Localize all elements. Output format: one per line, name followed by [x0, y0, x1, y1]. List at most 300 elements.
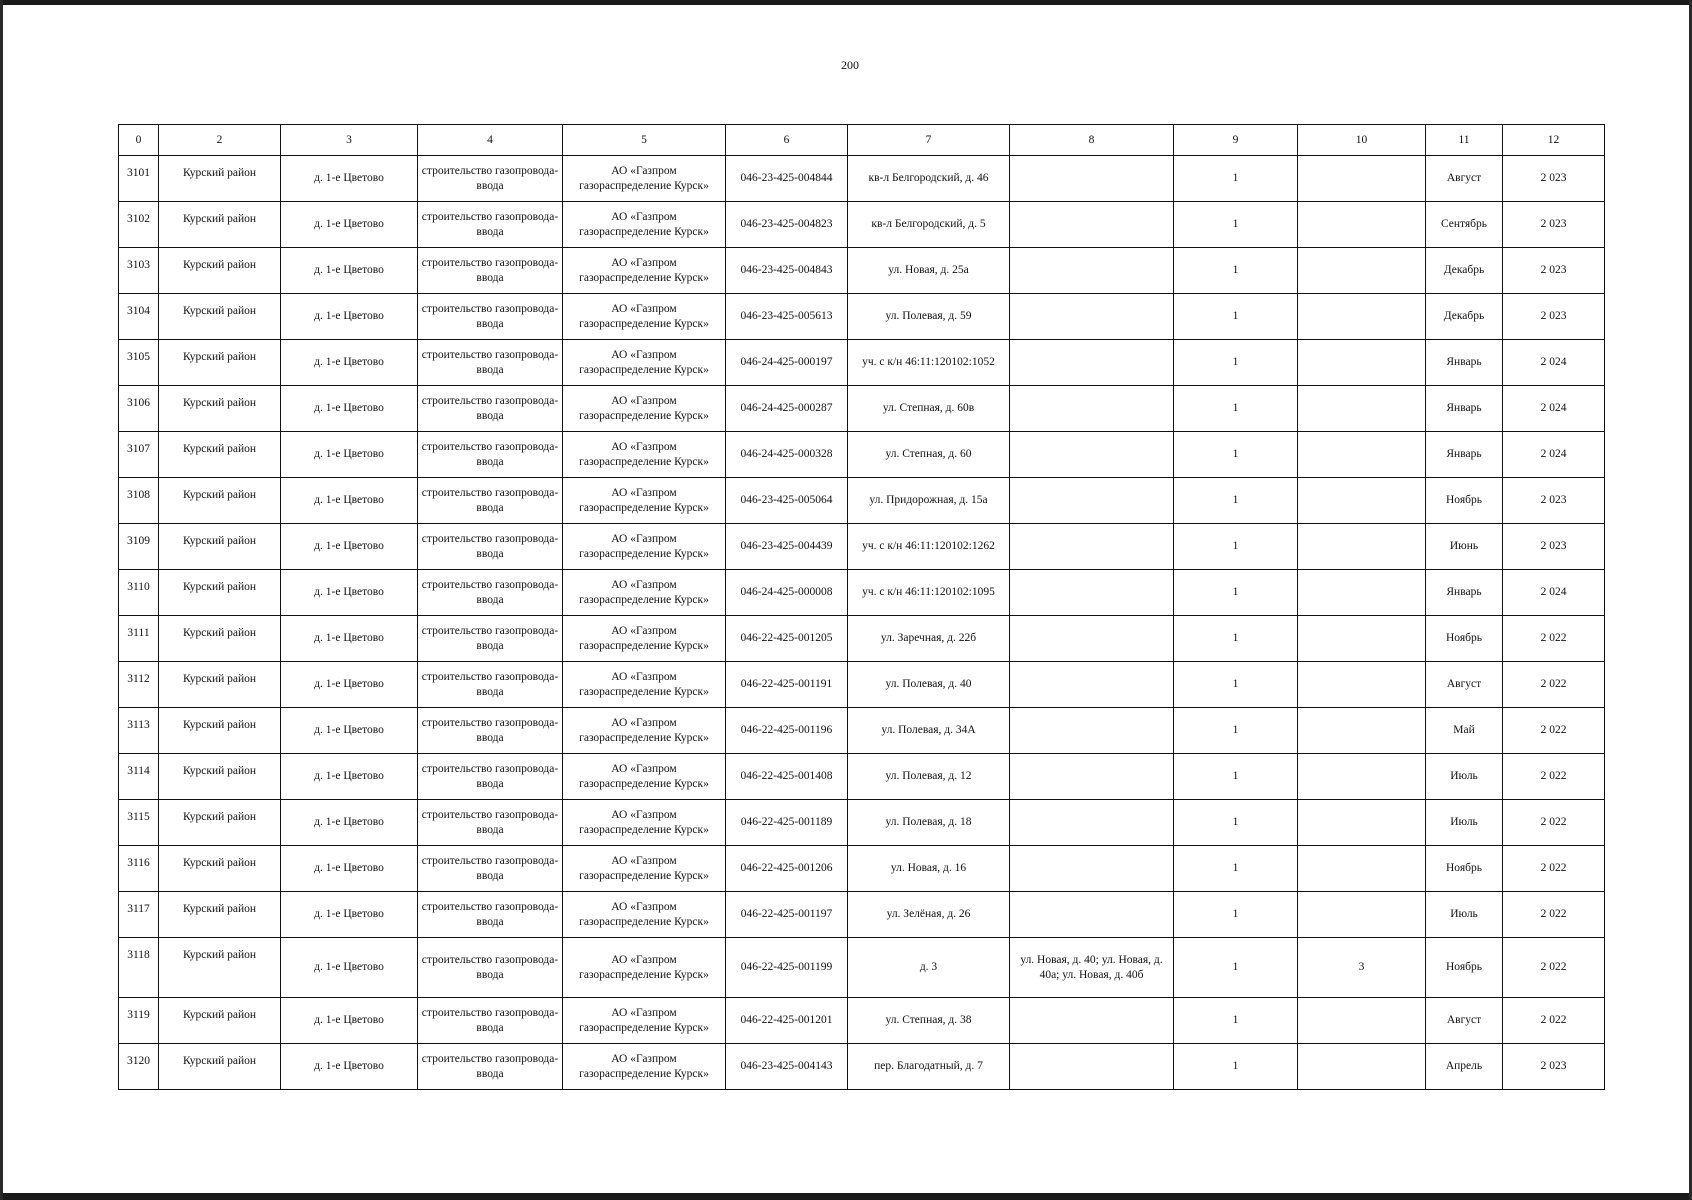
cell-work-type: строительство газопровода-ввода	[418, 708, 563, 754]
cell-settlement: д. 1-е Цветово	[281, 432, 418, 478]
cell-extra-addresses	[1010, 708, 1174, 754]
cell-month: Январь	[1426, 340, 1503, 386]
cell-month: Август	[1426, 156, 1503, 202]
cell-application-number: 046-22-425-001408	[726, 754, 848, 800]
organization-line-2: газораспределение Курск»	[579, 501, 709, 514]
cell-year: 2 024	[1503, 432, 1605, 478]
cell-extra-count	[1298, 1044, 1426, 1090]
cell-year: 2 022	[1503, 938, 1605, 998]
cell-count: 1	[1174, 616, 1298, 662]
cell-year: 2 022	[1503, 800, 1605, 846]
cell-organization	[563, 708, 726, 754]
cell-address: ул. Полевая, д. 12	[848, 754, 1010, 800]
cell-count: 1	[1174, 156, 1298, 202]
organization-line-2: газораспределение Курск»	[579, 731, 709, 744]
cell-application-number: 046-22-425-001205	[726, 616, 848, 662]
cell-address: уч. с к/н 46:11:120102:1052	[848, 340, 1010, 386]
cell-application-number: 046-23-425-004439	[726, 524, 848, 570]
cell-month: Июль	[1426, 754, 1503, 800]
organization-line-2: газораспределение Курск»	[579, 593, 709, 606]
cell-extra-count	[1298, 662, 1426, 708]
cell-application-number: 046-22-425-001189	[726, 800, 848, 846]
header-col-8: 8	[1010, 125, 1174, 156]
cell-extra-count	[1298, 202, 1426, 248]
cell-extra-count: 3	[1298, 938, 1426, 998]
cell-organization	[563, 938, 726, 998]
cell-extra-addresses	[1010, 998, 1174, 1044]
cell-work-type: строительство газопровода-ввода	[418, 1044, 563, 1090]
organization-line-2: газораспределение Курск»	[579, 363, 709, 376]
cell-number: 3114	[119, 754, 159, 800]
header-col-5: 5	[563, 125, 726, 156]
cell-address: пер. Благодатный, д. 7	[848, 1044, 1010, 1090]
organization-line-1: АО «Газпром	[611, 440, 677, 453]
table-row	[119, 754, 1605, 800]
organization-line-1: АО «Газпром	[611, 854, 677, 867]
organization-line-2: газораспределение Курск»	[579, 455, 709, 468]
cell-count: 1	[1174, 800, 1298, 846]
cell-settlement: д. 1-е Цветово	[281, 616, 418, 662]
cell-month: Апрель	[1426, 1044, 1503, 1090]
cell-application-number: 046-23-425-004843	[726, 248, 848, 294]
cell-application-number: 046-22-425-001199	[726, 938, 848, 998]
cell-organization	[563, 892, 726, 938]
cell-year: 2 024	[1503, 340, 1605, 386]
cell-work-type: строительство газопровода-ввода	[418, 386, 563, 432]
cell-count: 1	[1174, 998, 1298, 1044]
cell-extra-addresses	[1010, 892, 1174, 938]
cell-number: 3111	[119, 616, 159, 662]
header-col-10: 10	[1298, 125, 1426, 156]
cell-district: Курский район	[159, 340, 281, 386]
cell-district: Курский район	[159, 1044, 281, 1090]
cell-settlement: д. 1-е Цветово	[281, 800, 418, 846]
cell-organization	[563, 998, 726, 1044]
cell-month: Август	[1426, 998, 1503, 1044]
organization-line-2: газораспределение Курск»	[579, 1067, 709, 1080]
cell-extra-addresses	[1010, 754, 1174, 800]
cell-extra-addresses	[1010, 156, 1174, 202]
cell-address: ул. Полевая, д. 59	[848, 294, 1010, 340]
cell-number: 3113	[119, 708, 159, 754]
cell-district: Курский район	[159, 754, 281, 800]
cell-application-number: 046-22-425-001197	[726, 892, 848, 938]
organization-line-2: газораспределение Курск»	[579, 777, 709, 790]
cell-district: Курский район	[159, 248, 281, 294]
cell-work-type: строительство газопровода-ввода	[418, 570, 563, 616]
cell-address: ул. Заречная, д. 22б	[848, 616, 1010, 662]
cell-address: ул. Степная, д. 60	[848, 432, 1010, 478]
cell-settlement: д. 1-е Цветово	[281, 386, 418, 432]
cell-organization	[563, 800, 726, 846]
cell-year: 2 023	[1503, 524, 1605, 570]
cell-district: Курский район	[159, 570, 281, 616]
header-col-9: 9	[1174, 125, 1298, 156]
cell-year: 2 024	[1503, 386, 1605, 432]
cell-year: 2 023	[1503, 1044, 1605, 1090]
organization-line-1: АО «Газпром	[611, 164, 677, 177]
cell-year: 2 024	[1503, 570, 1605, 616]
cell-year: 2 022	[1503, 846, 1605, 892]
cell-work-type: строительство газопровода-ввода	[418, 156, 563, 202]
organization-line-1: АО «Газпром	[611, 953, 677, 966]
cell-settlement: д. 1-е Цветово	[281, 1044, 418, 1090]
cell-organization	[563, 248, 726, 294]
cell-settlement: д. 1-е Цветово	[281, 754, 418, 800]
table-row	[119, 340, 1605, 386]
cell-organization	[563, 202, 726, 248]
cell-extra-addresses	[1010, 248, 1174, 294]
cell-month: Ноябрь	[1426, 938, 1503, 998]
organization-line-1: АО «Газпром	[611, 808, 677, 821]
cell-settlement: д. 1-е Цветово	[281, 294, 418, 340]
cell-count: 1	[1174, 294, 1298, 340]
header-row	[119, 125, 1605, 156]
cell-number: 3115	[119, 800, 159, 846]
cell-number: 3102	[119, 202, 159, 248]
cell-application-number: 046-24-425-000328	[726, 432, 848, 478]
page-number: 200	[841, 58, 859, 72]
cell-count: 1	[1174, 570, 1298, 616]
cell-number: 3108	[119, 478, 159, 524]
header-col-7: 7	[848, 125, 1010, 156]
cell-application-number: 046-23-425-004143	[726, 1044, 848, 1090]
scan-edge-left	[0, 0, 3, 1200]
cell-address: кв-л Белгородский, д. 46	[848, 156, 1010, 202]
cell-month: Ноябрь	[1426, 478, 1503, 524]
cell-organization	[563, 754, 726, 800]
organization-line-1: АО «Газпром	[611, 670, 677, 683]
cell-month: Май	[1426, 708, 1503, 754]
table-row	[119, 616, 1605, 662]
organization-line-1: АО «Газпром	[611, 716, 677, 729]
cell-number: 3109	[119, 524, 159, 570]
cell-district: Курский район	[159, 478, 281, 524]
cell-application-number: 046-23-425-004844	[726, 156, 848, 202]
cell-number: 3105	[119, 340, 159, 386]
table-row	[119, 386, 1605, 432]
cell-year: 2 023	[1503, 156, 1605, 202]
cell-count: 1	[1174, 386, 1298, 432]
cell-month: Декабрь	[1426, 248, 1503, 294]
cell-work-type: строительство газопровода-ввода	[418, 754, 563, 800]
cell-year: 2 023	[1503, 478, 1605, 524]
cell-organization	[563, 662, 726, 708]
cell-district: Курский район	[159, 892, 281, 938]
organization-line-2: газораспределение Курск»	[579, 1021, 709, 1034]
cell-extra-count	[1298, 998, 1426, 1044]
cell-extra-addresses	[1010, 616, 1174, 662]
cell-month: Январь	[1426, 432, 1503, 478]
cell-district: Курский район	[159, 938, 281, 998]
cell-year: 2 023	[1503, 248, 1605, 294]
organization-line-1: АО «Газпром	[611, 578, 677, 591]
table-row	[119, 708, 1605, 754]
cell-month: Июль	[1426, 800, 1503, 846]
table-row	[119, 202, 1605, 248]
cell-work-type: строительство газопровода-ввода	[418, 846, 563, 892]
cell-count: 1	[1174, 662, 1298, 708]
scan-edge-bottom	[0, 1193, 1692, 1200]
cell-organization	[563, 156, 726, 202]
cell-settlement: д. 1-е Цветово	[281, 524, 418, 570]
cell-district: Курский район	[159, 708, 281, 754]
cell-organization	[563, 386, 726, 432]
cell-application-number: 046-22-425-001196	[726, 708, 848, 754]
cell-extra-addresses	[1010, 524, 1174, 570]
cell-number: 3117	[119, 892, 159, 938]
cell-number: 3101	[119, 156, 159, 202]
header-col-11: 11	[1426, 125, 1503, 156]
organization-line-1: АО «Газпром	[611, 302, 677, 315]
cell-application-number: 046-23-425-004823	[726, 202, 848, 248]
table-row	[119, 570, 1605, 616]
cell-settlement: д. 1-е Цветово	[281, 570, 418, 616]
organization-line-2: газораспределение Курск»	[579, 869, 709, 882]
cell-extra-count	[1298, 340, 1426, 386]
cell-extra-count	[1298, 892, 1426, 938]
cell-organization	[563, 1044, 726, 1090]
cell-month: Август	[1426, 662, 1503, 708]
cell-work-type: строительство газопровода-ввода	[418, 432, 563, 478]
cell-district: Курский район	[159, 202, 281, 248]
organization-line-1: АО «Газпром	[611, 900, 677, 913]
table-row	[119, 998, 1605, 1044]
cell-organization	[563, 570, 726, 616]
table-row	[119, 248, 1605, 294]
table-row	[119, 156, 1605, 202]
cell-number: 3116	[119, 846, 159, 892]
cell-extra-count	[1298, 248, 1426, 294]
cell-year: 2 022	[1503, 662, 1605, 708]
table-row	[119, 662, 1605, 708]
table-row	[119, 478, 1605, 524]
cell-extra-addresses	[1010, 432, 1174, 478]
cell-extra-count	[1298, 616, 1426, 662]
cell-extra-addresses	[1010, 570, 1174, 616]
cell-settlement: д. 1-е Цветово	[281, 892, 418, 938]
organization-line-2: газораспределение Курск»	[579, 968, 709, 981]
cell-district: Курский район	[159, 294, 281, 340]
table-row	[119, 294, 1605, 340]
cell-year: 2 023	[1503, 202, 1605, 248]
organization-line-1: АО «Газпром	[611, 532, 677, 545]
cell-work-type: строительство газопровода-ввода	[418, 998, 563, 1044]
organization-line-2: газораспределение Курск»	[579, 639, 709, 652]
cell-district: Курский район	[159, 524, 281, 570]
cell-settlement: д. 1-е Цветово	[281, 846, 418, 892]
cell-work-type: строительство газопровода-ввода	[418, 892, 563, 938]
cell-year: 2 022	[1503, 708, 1605, 754]
organization-line-1: АО «Газпром	[611, 624, 677, 637]
cell-district: Курский район	[159, 998, 281, 1044]
cell-organization	[563, 432, 726, 478]
cell-extra-addresses	[1010, 846, 1174, 892]
organization-line-2: газораспределение Курск»	[579, 915, 709, 928]
cell-count: 1	[1174, 202, 1298, 248]
cell-count: 1	[1174, 524, 1298, 570]
cell-work-type: строительство газопровода-ввода	[418, 524, 563, 570]
cell-extra-addresses	[1010, 478, 1174, 524]
cell-work-type: строительство газопровода-ввода	[418, 248, 563, 294]
cell-application-number: 046-22-425-001206	[726, 846, 848, 892]
cell-settlement: д. 1-е Цветово	[281, 156, 418, 202]
cell-address: уч. с к/н 46:11:120102:1262	[848, 524, 1010, 570]
cell-count: 1	[1174, 938, 1298, 998]
cell-address: ул. Зелёная, д. 26	[848, 892, 1010, 938]
cell-month: Сентябрь	[1426, 202, 1503, 248]
cell-address: ул. Полевая, д. 40	[848, 662, 1010, 708]
cell-work-type: строительство газопровода-ввода	[418, 340, 563, 386]
cell-address: ул. Новая, д. 16	[848, 846, 1010, 892]
cell-number: 3112	[119, 662, 159, 708]
cell-work-type: строительство газопровода-ввода	[418, 800, 563, 846]
cell-district: Курский район	[159, 800, 281, 846]
cell-district: Курский район	[159, 386, 281, 432]
register-table	[118, 124, 1605, 1090]
cell-address: ул. Степная, д. 38	[848, 998, 1010, 1044]
organization-line-1: АО «Газпром	[611, 486, 677, 499]
organization-line-2: газораспределение Курск»	[579, 179, 709, 192]
cell-year: 2 022	[1503, 616, 1605, 662]
table-row	[119, 1044, 1605, 1090]
cell-application-number: 046-24-425-000197	[726, 340, 848, 386]
header-col-12: 12	[1503, 125, 1605, 156]
cell-extra-addresses: ул. Новая, д. 40; ул. Новая, д. 40а; ул. Новая, д. 40б	[1010, 938, 1174, 998]
cell-extra-count	[1298, 754, 1426, 800]
cell-count: 1	[1174, 248, 1298, 294]
table-body	[119, 156, 1605, 1090]
table-row	[119, 892, 1605, 938]
cell-settlement: д. 1-е Цветово	[281, 248, 418, 294]
cell-extra-addresses	[1010, 662, 1174, 708]
cell-extra-count	[1298, 156, 1426, 202]
cell-district: Курский район	[159, 156, 281, 202]
cell-month: Январь	[1426, 570, 1503, 616]
cell-count: 1	[1174, 754, 1298, 800]
cell-district: Курский район	[159, 432, 281, 478]
cell-settlement: д. 1-е Цветово	[281, 938, 418, 998]
cell-number: 3106	[119, 386, 159, 432]
cell-year: 2 022	[1503, 754, 1605, 800]
organization-line-1: АО «Газпром	[611, 1006, 677, 1019]
organization-line-1: АО «Газпром	[611, 762, 677, 775]
cell-number: 3120	[119, 1044, 159, 1090]
cell-extra-count	[1298, 386, 1426, 432]
cell-district: Курский район	[159, 662, 281, 708]
cell-extra-addresses	[1010, 386, 1174, 432]
cell-number: 3103	[119, 248, 159, 294]
cell-settlement: д. 1-е Цветово	[281, 998, 418, 1044]
cell-count: 1	[1174, 1044, 1298, 1090]
organization-line-2: газораспределение Курск»	[579, 685, 709, 698]
cell-work-type: строительство газопровода-ввода	[418, 616, 563, 662]
cell-extra-addresses	[1010, 340, 1174, 386]
organization-line-2: газораспределение Курск»	[579, 317, 709, 330]
organization-line-2: газораспределение Курск»	[579, 271, 709, 284]
cell-year: 2 023	[1503, 294, 1605, 340]
cell-settlement: д. 1-е Цветово	[281, 340, 418, 386]
cell-application-number: 046-24-425-000287	[726, 386, 848, 432]
organization-line-2: газораспределение Курск»	[579, 225, 709, 238]
cell-work-type: строительство газопровода-ввода	[418, 294, 563, 340]
cell-count: 1	[1174, 478, 1298, 524]
cell-work-type: строительство газопровода-ввода	[418, 662, 563, 708]
cell-work-type: строительство газопровода-ввода	[418, 938, 563, 998]
cell-extra-count	[1298, 800, 1426, 846]
cell-count: 1	[1174, 432, 1298, 478]
cell-month: Январь	[1426, 386, 1503, 432]
cell-count: 1	[1174, 340, 1298, 386]
cell-application-number: 046-22-425-001191	[726, 662, 848, 708]
cell-address: уч. с к/н 46:11:120102:1095	[848, 570, 1010, 616]
cell-application-number: 046-24-425-000008	[726, 570, 848, 616]
cell-application-number: 046-23-425-005613	[726, 294, 848, 340]
cell-number: 3119	[119, 998, 159, 1044]
cell-extra-count	[1298, 294, 1426, 340]
cell-address: ул. Полевая, д. 34А	[848, 708, 1010, 754]
cell-extra-addresses	[1010, 294, 1174, 340]
cell-number: 3118	[119, 938, 159, 998]
cell-year: 2 022	[1503, 892, 1605, 938]
table-row	[119, 846, 1605, 892]
cell-extra-count	[1298, 524, 1426, 570]
cell-address: ул. Новая, д. 25а	[848, 248, 1010, 294]
cell-month: Июнь	[1426, 524, 1503, 570]
header-col-3: 3	[281, 125, 418, 156]
cell-extra-count	[1298, 570, 1426, 616]
cell-district: Курский район	[159, 846, 281, 892]
cell-settlement: д. 1-е Цветово	[281, 478, 418, 524]
cell-count: 1	[1174, 708, 1298, 754]
cell-month: Ноябрь	[1426, 846, 1503, 892]
header-col-0: 0	[119, 125, 159, 156]
cell-application-number: 046-22-425-001201	[726, 998, 848, 1044]
organization-line-1: АО «Газпром	[611, 348, 677, 361]
cell-extra-count	[1298, 432, 1426, 478]
cell-count: 1	[1174, 892, 1298, 938]
cell-extra-count	[1298, 846, 1426, 892]
cell-number: 3107	[119, 432, 159, 478]
organization-line-1: АО «Газпром	[611, 394, 677, 407]
cell-month: Декабрь	[1426, 294, 1503, 340]
cell-address: ул. Степная, д. 60в	[848, 386, 1010, 432]
cell-work-type: строительство газопровода-ввода	[418, 478, 563, 524]
table-row	[119, 432, 1605, 478]
cell-year: 2 022	[1503, 998, 1605, 1044]
cell-address: кв-л Белгородский, д. 5	[848, 202, 1010, 248]
cell-district: Курский район	[159, 616, 281, 662]
cell-number: 3104	[119, 294, 159, 340]
header-col-6: 6	[726, 125, 848, 156]
cell-organization	[563, 616, 726, 662]
organization-line-1: АО «Газпром	[611, 210, 677, 223]
cell-extra-addresses	[1010, 800, 1174, 846]
organization-line-2: газораспределение Курск»	[579, 823, 709, 836]
header-col-4: 4	[418, 125, 563, 156]
cell-organization	[563, 478, 726, 524]
cell-extra-addresses	[1010, 1044, 1174, 1090]
table-header	[119, 125, 1605, 156]
cell-month: Июль	[1426, 892, 1503, 938]
cell-extra-count	[1298, 708, 1426, 754]
cell-organization	[563, 294, 726, 340]
cell-work-type: строительство газопровода-ввода	[418, 202, 563, 248]
cell-organization	[563, 846, 726, 892]
cell-settlement: д. 1-е Цветово	[281, 708, 418, 754]
organization-line-1: АО «Газпром	[611, 256, 677, 269]
organization-line-2: газораспределение Курск»	[579, 547, 709, 560]
